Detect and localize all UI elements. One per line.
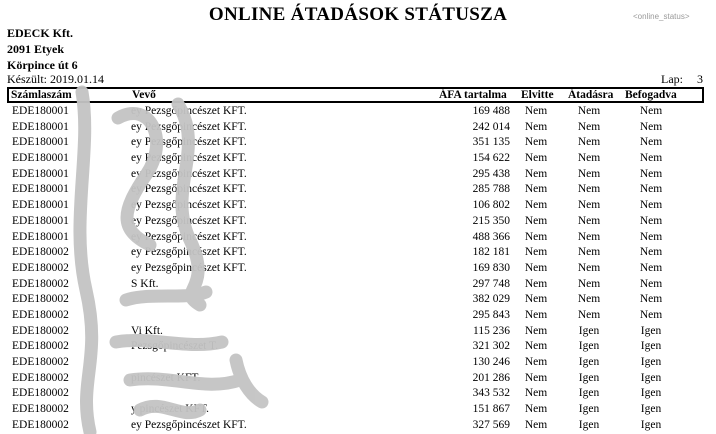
cell-accepted: Igen bbox=[640, 340, 662, 353]
cell-invoice: EDE180001 bbox=[12, 105, 69, 117]
cell-handover: Nem bbox=[577, 120, 601, 133]
cell-taken: Nem bbox=[524, 356, 548, 368]
company-name: EDECK Kft. bbox=[7, 26, 73, 40]
cell-invoice: EDE180001 bbox=[12, 136, 69, 149]
cell-vat: 343 532 bbox=[472, 387, 510, 400]
cell-accepted: Nem bbox=[639, 277, 663, 290]
cell-taken: Nem bbox=[524, 387, 548, 400]
cell-handover: Igen bbox=[578, 418, 600, 431]
cell-handover: Nem bbox=[577, 230, 601, 243]
cell-buyer: ey Pezsgőpincészet KFT. bbox=[131, 230, 247, 243]
table-row bbox=[0, 386, 716, 402]
cell-vat: 106 802 bbox=[472, 199, 510, 212]
cell-invoice: EDE180002 bbox=[12, 356, 69, 368]
cell-invoice: EDE180002 bbox=[12, 246, 69, 259]
cell-accepted: Igen bbox=[640, 324, 662, 337]
cell-taken: Nem bbox=[524, 152, 548, 165]
cell-invoice: EDE180002 bbox=[12, 324, 69, 337]
cell-buyer: ey Pezsgőpincészet KFT. bbox=[131, 136, 247, 149]
cell-taken: Nem bbox=[524, 246, 548, 259]
cell-accepted: Nem bbox=[639, 105, 663, 117]
table-row bbox=[0, 151, 716, 167]
cell-taken: Nem bbox=[524, 230, 548, 243]
table-body bbox=[0, 104, 716, 433]
table-row bbox=[0, 182, 716, 198]
cell-invoice: EDE180001 bbox=[12, 167, 69, 180]
cell-invoice: EDE180002 bbox=[12, 371, 69, 384]
cell-accepted: Nem bbox=[639, 214, 663, 227]
cell-buyer: ey Pezsgőpincészet KFT. bbox=[131, 246, 247, 259]
cell-accepted: Nem bbox=[639, 183, 663, 196]
made-date: Készült: 2019.01.14 bbox=[7, 72, 104, 86]
cell-invoice: EDE180002 bbox=[12, 418, 69, 431]
cell-vat: 154 622 bbox=[472, 152, 510, 165]
cell-accepted: Nem bbox=[639, 136, 663, 149]
cell-invoice: EDE180002 bbox=[12, 340, 69, 353]
header-vat: ÁFA tartalma bbox=[439, 89, 507, 101]
page-number: 3 bbox=[697, 72, 703, 86]
cell-taken: Nem bbox=[524, 371, 548, 384]
table-row bbox=[0, 324, 716, 340]
cell-taken: Nem bbox=[524, 199, 548, 212]
cell-handover: Igen bbox=[578, 371, 600, 384]
cell-accepted: Nem bbox=[639, 152, 663, 165]
table-row bbox=[0, 245, 716, 261]
cell-buyer: ey Pezsgőpincészet KFT. bbox=[131, 214, 247, 227]
cell-buyer: S Kft. bbox=[131, 277, 159, 290]
company-street: Körpince út 6 bbox=[7, 58, 78, 72]
cell-handover: Nem bbox=[577, 105, 601, 117]
cell-taken: Nem bbox=[524, 214, 548, 227]
cell-handover: Nem bbox=[577, 261, 601, 274]
cell-buyer: Pezsgőpincészet T. bbox=[131, 340, 219, 353]
cell-accepted: Igen bbox=[640, 356, 662, 368]
cell-accepted: Nem bbox=[639, 199, 663, 212]
cell-invoice: EDE180002 bbox=[12, 403, 69, 416]
cell-vat: 201 286 bbox=[472, 371, 510, 384]
cell-taken: Nem bbox=[524, 324, 548, 337]
cell-handover: Nem bbox=[577, 246, 601, 259]
cell-accepted: Nem bbox=[639, 230, 663, 243]
header-buyer: Vevő bbox=[132, 89, 156, 101]
cell-accepted: Nem bbox=[639, 120, 663, 133]
cell-invoice: EDE180001 bbox=[12, 183, 69, 196]
cell-buyer: pincészet KFT. bbox=[131, 371, 201, 384]
cell-taken: Nem bbox=[524, 167, 548, 180]
cell-handover: Igen bbox=[578, 324, 600, 337]
cell-buyer: ey Pezsgőpincészet KFT. bbox=[131, 183, 247, 196]
cell-taken: Nem bbox=[524, 418, 548, 431]
cell-taken: Nem bbox=[524, 340, 548, 353]
cell-buyer: ey Pezsgőpincészet KFT. bbox=[131, 199, 247, 212]
cell-buyer: ey Pezsgőpincészet KFT. bbox=[131, 261, 247, 274]
cell-handover: Nem bbox=[577, 152, 601, 165]
header-invoice: Számlaszám bbox=[11, 89, 72, 101]
cell-invoice: EDE180001 bbox=[12, 214, 69, 227]
cell-accepted: Nem bbox=[639, 261, 663, 274]
cell-buyer: y pincészet KFT. bbox=[131, 403, 210, 416]
cell-taken: Nem bbox=[524, 183, 548, 196]
cell-vat: 151 867 bbox=[472, 403, 510, 416]
cell-handover: Igen bbox=[578, 403, 600, 416]
cell-taken: Nem bbox=[524, 403, 548, 416]
cell-accepted: Nem bbox=[639, 293, 663, 306]
cell-invoice: EDE180001 bbox=[12, 199, 69, 212]
table-row bbox=[0, 402, 716, 418]
cell-accepted: Igen bbox=[640, 403, 662, 416]
cell-accepted: Nem bbox=[639, 308, 663, 321]
company-city: 2091 Etyek bbox=[7, 42, 64, 56]
cell-vat: 285 788 bbox=[472, 183, 510, 196]
report-tag: <online_status> bbox=[633, 12, 690, 21]
cell-accepted: Nem bbox=[639, 167, 663, 180]
page-label: Lap: bbox=[661, 72, 683, 86]
cell-vat: 295 843 bbox=[472, 308, 510, 321]
cell-buyer: ey Pezsgőpincészet KFT. bbox=[131, 120, 247, 133]
cell-invoice: EDE180001 bbox=[12, 120, 69, 133]
cell-handover: Nem bbox=[577, 136, 601, 149]
cell-vat: 327 569 bbox=[472, 418, 510, 431]
cell-vat: 115 236 bbox=[473, 324, 510, 337]
cell-buyer: ey Pezsgőpincészet KFT. bbox=[131, 418, 247, 431]
cell-vat: 295 438 bbox=[472, 167, 510, 180]
cell-handover: Nem bbox=[577, 167, 601, 180]
table-row bbox=[0, 308, 716, 324]
table-row bbox=[0, 355, 716, 371]
report-title: ONLINE ÁTADÁSOK STÁTUSZA bbox=[208, 4, 508, 25]
table-row bbox=[0, 135, 716, 151]
cell-accepted: Igen bbox=[640, 371, 662, 384]
table-row bbox=[0, 277, 716, 293]
cell-invoice: EDE180001 bbox=[12, 230, 69, 243]
table-row bbox=[0, 418, 716, 434]
cell-vat: 130 246 bbox=[472, 356, 510, 368]
cell-vat: 382 029 bbox=[472, 293, 510, 306]
cell-invoice: EDE180002 bbox=[12, 277, 69, 290]
cell-buyer: ey Pezsgőpincészet KFT. bbox=[131, 105, 247, 117]
cell-vat: 169 488 bbox=[472, 105, 510, 117]
cell-taken: Nem bbox=[524, 136, 548, 149]
cell-handover: Igen bbox=[578, 340, 600, 353]
table-row bbox=[0, 167, 716, 183]
cell-handover: Nem bbox=[577, 293, 601, 306]
header-accepted: Befogadva bbox=[625, 89, 677, 101]
table-row bbox=[0, 198, 716, 214]
header-handover: Átadásra bbox=[568, 89, 614, 101]
cell-vat: 182 181 bbox=[472, 246, 510, 259]
cell-taken: Nem bbox=[524, 120, 548, 133]
cell-buyer: ey Pezsgőpincészet KFT. bbox=[131, 152, 247, 165]
header-taken: Elvitte bbox=[521, 89, 554, 101]
cell-buyer: ey Pezsgőpincészet KFT. bbox=[131, 167, 247, 180]
table-row bbox=[0, 104, 716, 120]
table-row bbox=[0, 339, 716, 355]
cell-taken: Nem bbox=[524, 105, 548, 117]
cell-invoice: EDE180001 bbox=[12, 152, 69, 165]
cell-handover: Nem bbox=[577, 199, 601, 212]
table-row bbox=[0, 371, 716, 387]
cell-vat: 242 014 bbox=[472, 120, 510, 133]
cell-vat: 215 350 bbox=[472, 214, 510, 227]
cell-handover: Nem bbox=[577, 183, 601, 196]
cell-invoice: EDE180002 bbox=[12, 308, 69, 321]
cell-invoice: EDE180002 bbox=[12, 387, 69, 400]
cell-handover: Nem bbox=[577, 308, 601, 321]
cell-handover: Igen bbox=[578, 387, 600, 400]
cell-handover: Nem bbox=[577, 277, 601, 290]
table-row bbox=[0, 120, 716, 136]
cell-invoice: EDE180002 bbox=[12, 261, 69, 274]
cell-taken: Nem bbox=[524, 277, 548, 290]
table-row bbox=[0, 214, 716, 230]
table-row bbox=[0, 292, 716, 308]
cell-vat: 297 748 bbox=[472, 277, 510, 290]
table-row bbox=[0, 261, 716, 277]
cell-vat: 351 135 bbox=[472, 136, 510, 149]
table-header bbox=[7, 87, 704, 103]
cell-handover: Nem bbox=[577, 214, 601, 227]
cell-vat: 169 830 bbox=[472, 261, 510, 274]
cell-buyer: Vi Kft. bbox=[131, 324, 163, 337]
cell-accepted: Nem bbox=[639, 246, 663, 259]
cell-taken: Nem bbox=[524, 261, 548, 274]
cell-accepted: Igen bbox=[640, 418, 662, 431]
cell-handover: Igen bbox=[578, 356, 600, 368]
cell-taken: Nem bbox=[524, 293, 548, 306]
cell-accepted: Igen bbox=[640, 387, 662, 400]
cell-vat: 321 302 bbox=[472, 340, 510, 353]
cell-taken: Nem bbox=[524, 308, 548, 321]
table-row bbox=[0, 230, 716, 246]
cell-vat: 488 366 bbox=[472, 230, 510, 243]
cell-invoice: EDE180002 bbox=[12, 293, 69, 306]
